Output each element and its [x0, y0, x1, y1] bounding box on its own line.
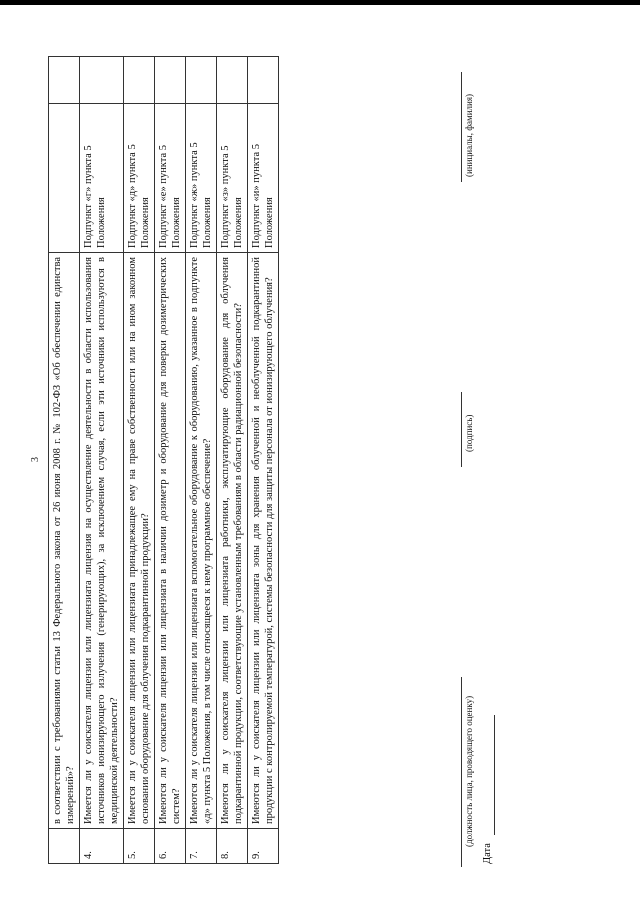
row-reference: Подпункт «е» пункта 5 Положения — [155, 104, 186, 253]
row-answer-cell — [155, 57, 186, 104]
name-line — [461, 72, 462, 182]
row-question: Имеются ли у соискателя лицензии или лицензиата работники, эксплуатирующие оборудование для облучения подкарантинной продукции, соответствующие установленным требованиям в области радиационной безопасности? — [217, 253, 248, 829]
position-label: (должность лица, проводящего оценку) — [464, 695, 474, 847]
row-question: Имеются ли у соискателя лицензии или лицензиата зоны для хранения облученной и необлученной подкарантинной продукции с контролируемой температурой, системы безопасности для защиты персонала от ионизирующего облучения? — [248, 253, 279, 829]
row-answer-cell — [124, 57, 155, 104]
row-number: 6. — [155, 829, 186, 864]
row-number: 9. — [248, 829, 279, 864]
row-reference: Подпункт «г» пункта 5 Положения — [80, 104, 124, 253]
row-answer-cell — [49, 57, 80, 104]
page-number: 3 — [30, 457, 41, 462]
row-number: 7. — [186, 829, 217, 864]
row-number — [49, 829, 80, 864]
row-answer-cell — [248, 57, 279, 104]
row-question: Имеются ли у соискателя лицензии или лицензиата вспомогательное оборудование к оборудованию, указанное в подпункте «д» пункта 5 Положения, в том числе относящееся к нему программное обеспечение? — [186, 253, 217, 829]
row-question: Имеется ли у соискателя лицензии или лицензиата принадлежащее ему на праве собственности или на ином законном основании оборудование для облучения подкарантинной продукции? — [124, 253, 155, 829]
row-reference: Подпункт «з» пункта 5 Положения — [217, 104, 248, 253]
signature-line — [461, 392, 462, 467]
checklist-table — [48, 56, 279, 864]
row-answer-cell — [186, 57, 217, 104]
row-question: в соответствии с требованиями статьи 13 Федерального закона от 26 июня 2008 г. № 102-ФЗ «Об обеспечении единства измерений»? — [49, 253, 80, 829]
table-row — [49, 57, 80, 864]
position-line — [461, 677, 462, 867]
row-question: Имеются ли у соискателя лицензии или лицензиата в наличии дозиметр и оборудование для поверки дозиметрических систем? — [155, 253, 186, 829]
row-reference: Подпункт «ж» пункта 5 Положения — [186, 104, 217, 253]
table-row — [217, 57, 248, 864]
signature-label: (подпись) — [464, 414, 474, 452]
row-number: 5. — [124, 829, 155, 864]
table-row — [186, 57, 217, 864]
table-row — [248, 57, 279, 864]
date-line — [494, 715, 495, 835]
table-row — [155, 57, 186, 864]
name-label: (инициалы, фамилия) — [464, 94, 474, 177]
table-row — [124, 57, 155, 864]
row-answer-cell — [217, 57, 248, 104]
row-reference: Подпункт «и» пункта 5 Положения — [248, 104, 279, 253]
row-answer-cell — [80, 57, 124, 104]
row-reference: Подпункт «д» пункта 5 Положения — [124, 104, 155, 253]
row-number: 4. — [80, 829, 124, 864]
row-reference — [49, 104, 80, 253]
row-number: 8. — [217, 829, 248, 864]
date-label: Дата — [482, 843, 493, 864]
table-row — [80, 57, 124, 864]
row-question: Имеется ли у соискателя лицензии или лицензиата лицензия на осуществление деятельности в области использования источников ионизирующего излучения (генерирующих), за исключением случая, если эти источники используются в медицинской деятельности? — [80, 253, 124, 829]
